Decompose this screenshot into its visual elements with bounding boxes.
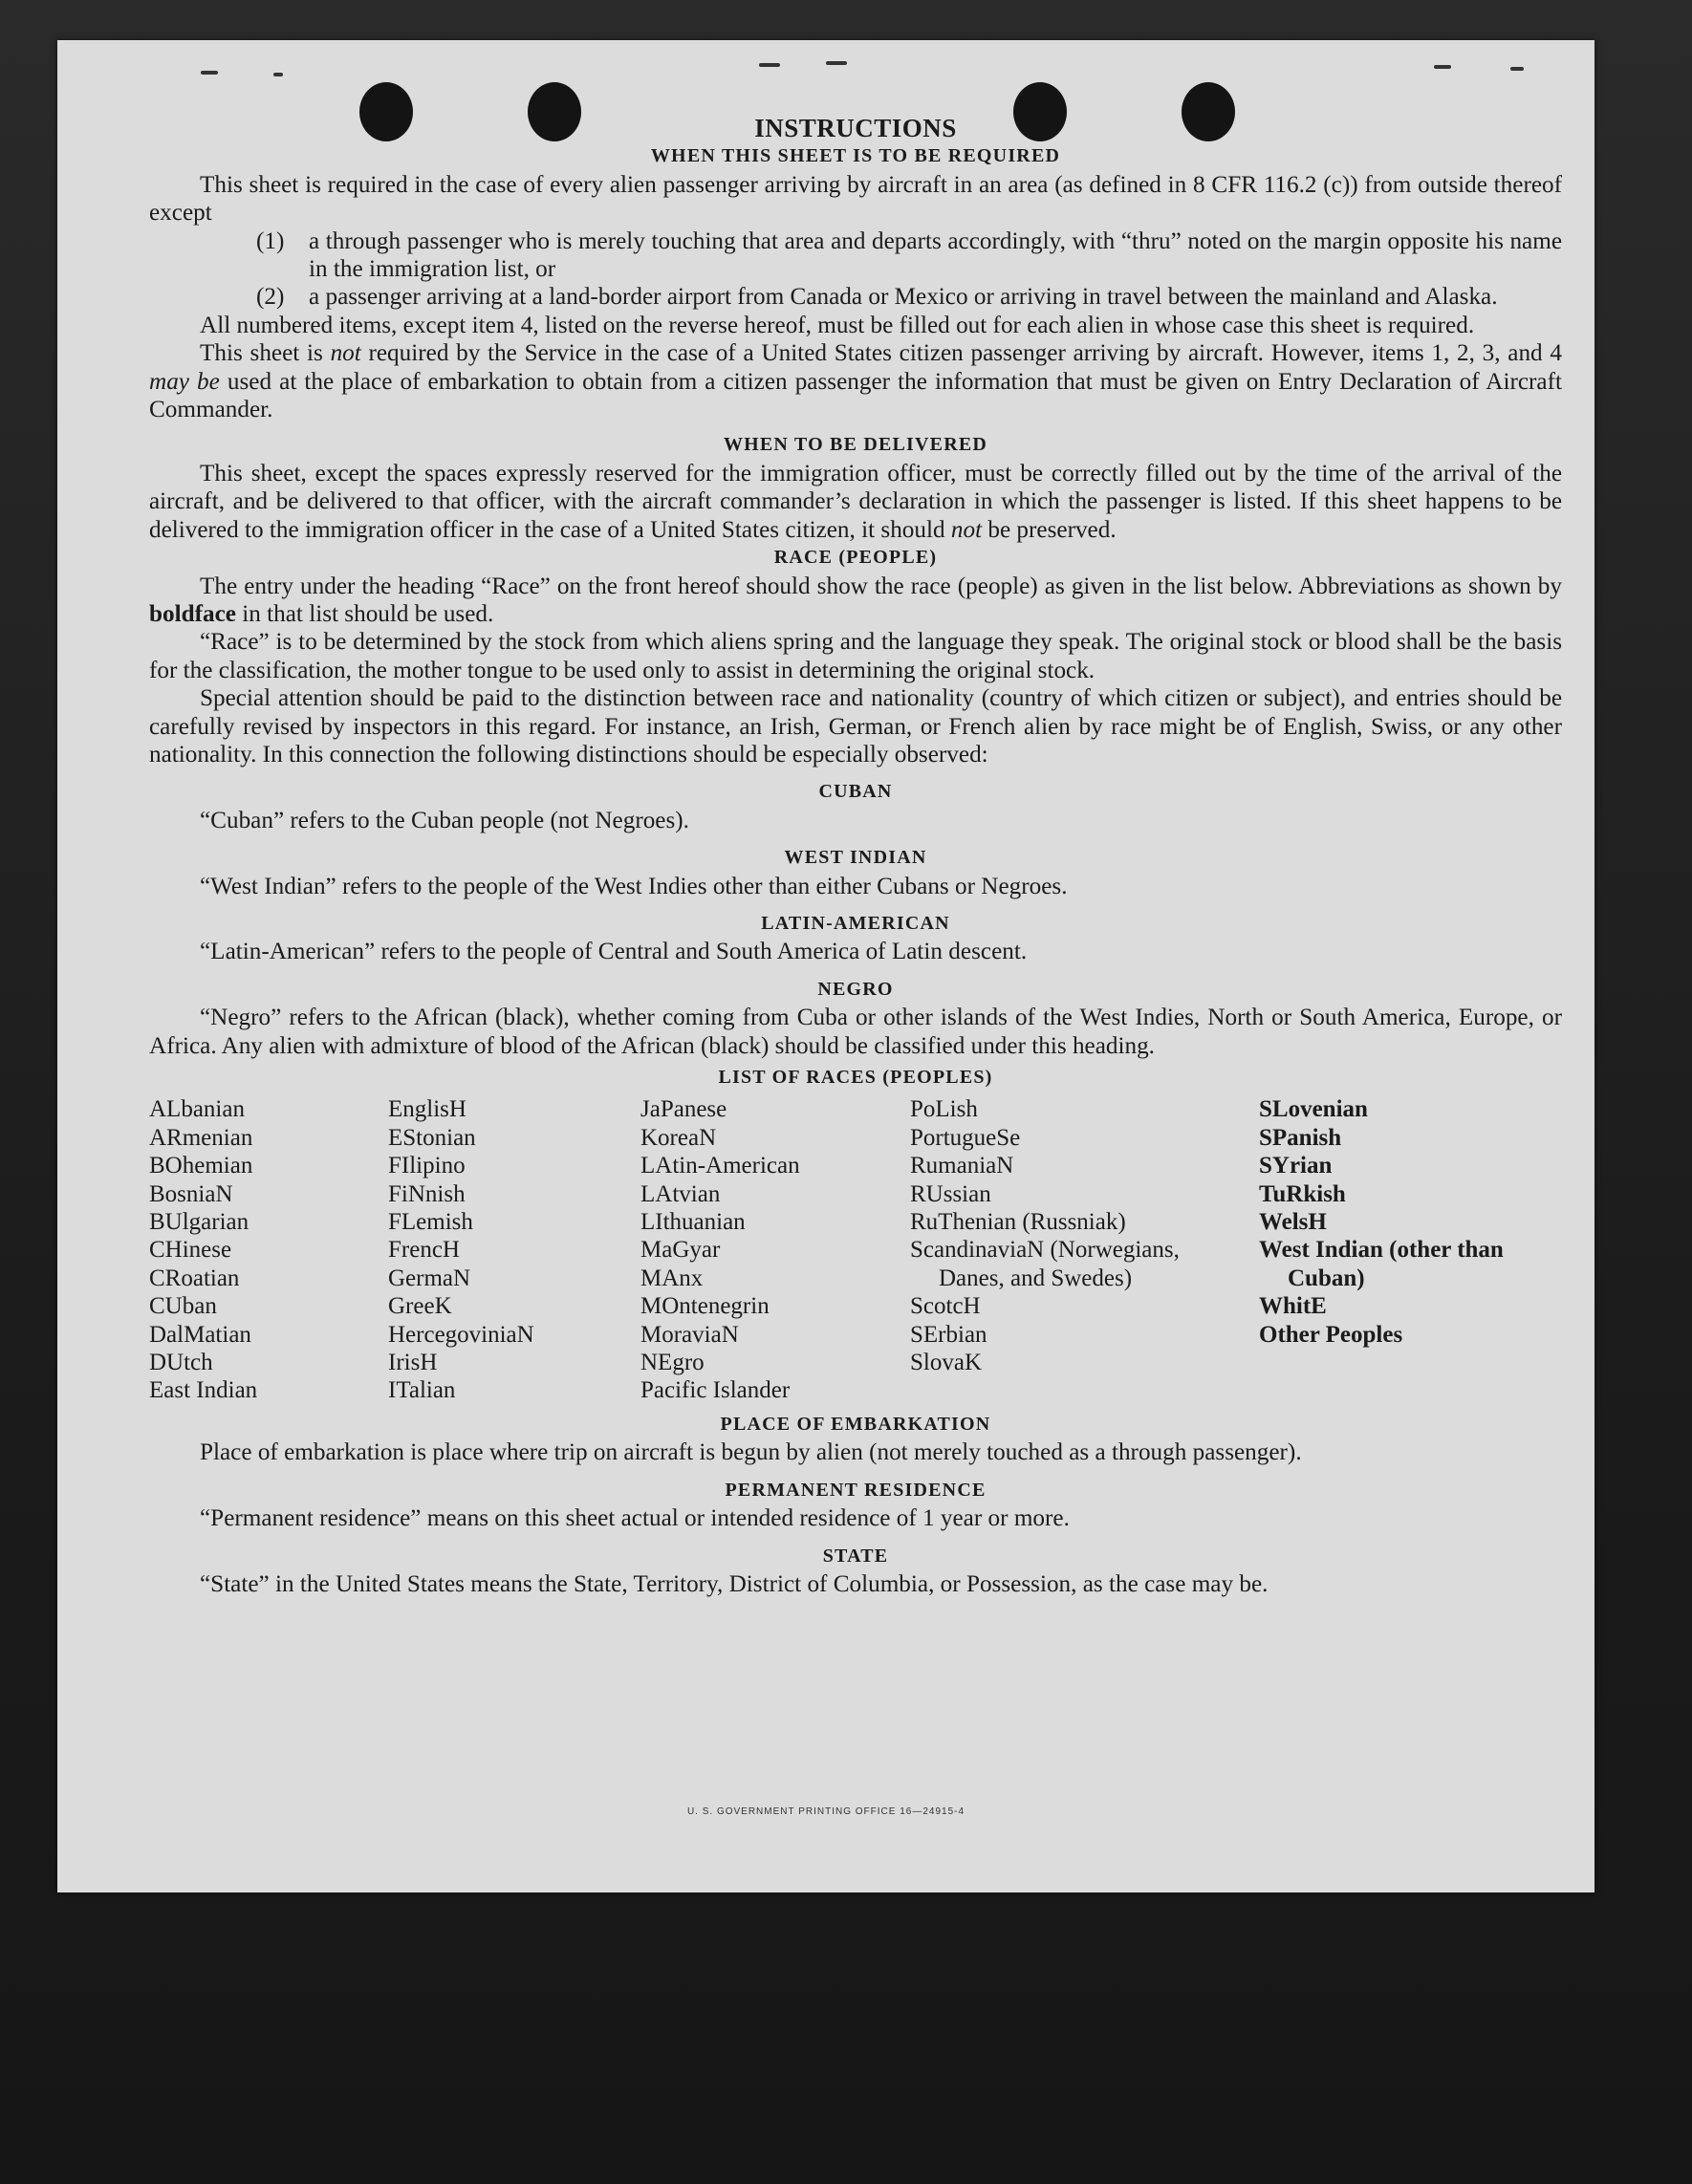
race-item: EnglisH <box>388 1096 466 1123</box>
scan-mark <box>273 73 283 76</box>
race-item: SlovaK <box>910 1350 982 1376</box>
race-item: CUban <box>149 1293 217 1320</box>
race-item: FrencH <box>388 1237 460 1264</box>
race-item: SLovenian <box>1259 1096 1368 1123</box>
heading-west-indian: WEST INDIAN <box>784 847 927 869</box>
race-item: MOntenegrin <box>640 1293 770 1320</box>
race-item: RuThenian (Russniak) <box>910 1209 1126 1236</box>
race-item: CHinese <box>149 1237 232 1264</box>
race-item: BosniaN <box>149 1180 233 1207</box>
heading-cuban: CUBAN <box>818 781 893 803</box>
race-item: HercegoviniaN <box>388 1321 534 1348</box>
race-item: ITalian <box>388 1377 456 1404</box>
paragraph-state: “State” in the United States means the State, Territory, District of Columbia, or Possession, as the case may be. <box>200 1570 1269 1597</box>
paragraph-citizen: This sheet is not required by the Service in the case of a United States citizen passenger arriving by aircraft. However, items 1, 2, 3, and 4 may be used at the place of embarkation to obtain from a citizen passenger the information that must be given on Entry Declaration of Aircraft Commander. <box>149 340 1562 423</box>
races-column <box>1259 1095 1551 1404</box>
page-title: INSTRUCTIONS <box>754 114 957 142</box>
scan-mark <box>1510 67 1524 71</box>
race-item: FIlipino <box>388 1153 466 1179</box>
race-item: GermaN <box>388 1265 471 1291</box>
race-item: BUlgarian <box>149 1209 249 1236</box>
exception-item <box>149 227 1562 284</box>
heading-when-required: WHEN THIS SHEET IS TO BE REQUIRED <box>650 145 1061 167</box>
races-column <box>149 1095 388 1404</box>
race-item: WelsH <box>1259 1209 1327 1236</box>
race-item: PortugueSe <box>910 1124 1021 1151</box>
race-item: CRoatian <box>149 1265 240 1291</box>
races-column <box>640 1095 910 1404</box>
race-item: ScandinaviaN (Norwegians, Danes, and Swedes) <box>910 1237 1180 1291</box>
race-item: WhitE <box>1259 1293 1327 1320</box>
paragraph-west-indian: “West Indian” refers to the people of the West Indies other than either Cubans or Negroes. <box>200 873 1068 899</box>
scan-mark <box>759 63 780 67</box>
exception-item <box>149 283 1562 311</box>
race-item: ALbanian <box>149 1096 245 1123</box>
race-item: LIthuanian <box>640 1209 746 1236</box>
race-item: East Indian <box>149 1377 258 1404</box>
paragraph-latin-american: “Latin-American” refers to the people of Central and South America of Latin descent. <box>200 939 1028 965</box>
instruction-sheet <box>57 40 1594 1892</box>
race-item: FiNnish <box>388 1180 466 1207</box>
race-item: KoreaN <box>640 1124 717 1151</box>
race-item: NEgro <box>640 1350 705 1376</box>
race-item: JaPanese <box>640 1096 727 1123</box>
race-item: GreeK <box>388 1293 452 1320</box>
exception-text: a passenger arriving at a land-border airport from Canada or Mexico or arriving in travel between the mainland and Alaska. <box>309 284 1498 311</box>
scan-mark <box>1434 65 1451 69</box>
heading-when-delivered: WHEN TO BE DELIVERED <box>723 434 988 456</box>
race-item: RumaniaN <box>910 1153 1014 1179</box>
paragraph-residence: “Permanent residence” means on this sheet actual or intended residence of 1 year or more. <box>200 1505 1070 1532</box>
heading-race: RACE (PEOPLE) <box>773 547 938 569</box>
race-item: SYrian <box>1259 1153 1333 1179</box>
race-item: DUtch <box>149 1350 213 1376</box>
race-item: ARmenian <box>149 1124 253 1151</box>
heading-negro: NEGRO <box>817 978 894 1000</box>
race-item: MAnx <box>640 1265 704 1291</box>
paragraph-embarkation: Place of embarkation is place where trip on aircraft is begun by alien (not merely touched as a through passenger). <box>200 1439 1302 1466</box>
exception-number: (2) <box>256 284 285 311</box>
races-column <box>388 1095 640 1404</box>
paragraph-cuban: “Cuban” refers to the Cuban people (not Negroes). <box>200 807 689 833</box>
heading-list-of-races: LIST OF RACES (PEOPLES) <box>718 1067 993 1088</box>
paragraph-required: This sheet is required in the case of every alien passenger arriving by aircraft in an area (as defined in 8 CFR 116.2 (c)) from outside thereof except <box>149 171 1562 227</box>
race-item: DalMatian <box>149 1321 251 1348</box>
race-item: FLemish <box>388 1209 473 1236</box>
race-item: IrisH <box>388 1350 438 1376</box>
paragraph-race-stock: “Race” is to be determined by the stock from which aliens spring and the language they speak. The original stock or blood shall be the basis for the classification, the mother tongue to be used only to assist in determining the original stock. <box>149 629 1562 683</box>
race-item: EStonian <box>388 1124 476 1151</box>
race-item: ScotcH <box>910 1293 981 1320</box>
race-item: Pacific Islander <box>640 1377 791 1404</box>
heading-permanent-residence: PERMANENT RESIDENCE <box>725 1479 987 1501</box>
race-item: MoraviaN <box>640 1321 739 1348</box>
race-item: LAtin-American <box>640 1153 800 1179</box>
printing-office-imprint: U. S. GOVERNMENT PRINTING OFFICE 16—24915-4 <box>686 1806 965 1817</box>
race-item: TuRkish <box>1259 1180 1346 1207</box>
heading-latin-american: LATIN-AMERICAN <box>761 912 950 934</box>
paragraph-delivered: This sheet, except the spaces expressly reserved for the immigration officer, must be correctly filled out by the time of the arrival of the aircraft, and be delivered to that officer, with the aircraft commander’s declaration in which the passenger is listed. If this sheet happens to be delivered to the immigration officer in the case of a United States citizen, it should not be preserved. <box>149 460 1562 543</box>
paragraph-race-entry: The entry under the heading “Race” on the front hereof should show the race (people) as given in the list below. Abbreviations as shown by boldface in that list should be used. <box>149 573 1562 627</box>
instructions-body <box>149 115 1562 1598</box>
race-item: BOhemian <box>149 1153 253 1179</box>
race-item: SErbian <box>910 1321 987 1348</box>
heading-state: STATE <box>822 1545 889 1567</box>
scan-mark <box>201 71 218 75</box>
races-column <box>910 1095 1259 1404</box>
paragraph-negro: “Negro” refers to the African (black), whether coming from Cuba or other islands of the West Indies, North or South America, Europe, or Africa. Any alien with admixture of blood of the African (black) should be classified under this heading. <box>149 1005 1562 1059</box>
heading-place-of-embarkation: PLACE OF EMBARKATION <box>720 1413 991 1435</box>
paragraph-race-nationality: Special attention should be paid to the distinction between race and nationality (country of which citizen or subject), and entries should be carefully revised by inspectors in this regard. For instance, an Irish, German, or French alien by race might be of English, Swiss, or any other nationality. In this connection the following distinctions should be especially observed: <box>149 685 1562 768</box>
scan-mark <box>826 61 847 65</box>
exception-number: (1) <box>256 227 285 254</box>
race-item: SPanish <box>1259 1124 1342 1151</box>
races-list <box>149 1095 1562 1404</box>
race-item: MaGyar <box>640 1237 721 1264</box>
race-item: Other Peoples <box>1259 1321 1403 1348</box>
race-item: West Indian (other than Cuban) <box>1259 1237 1504 1291</box>
exception-text: a through passenger who is merely touching that area and departs accordingly, with “thru” noted on the margin opposite his name in the immigration list, or <box>309 227 1562 283</box>
race-item: RUssian <box>910 1180 991 1207</box>
race-item: LAtvian <box>640 1180 721 1207</box>
race-item: PoLish <box>910 1096 978 1123</box>
paragraph-numbered-items: All numbered items, except item 4, listed on the reverse hereof, must be filled out for each alien in whose case this sheet is required. <box>200 312 1475 338</box>
